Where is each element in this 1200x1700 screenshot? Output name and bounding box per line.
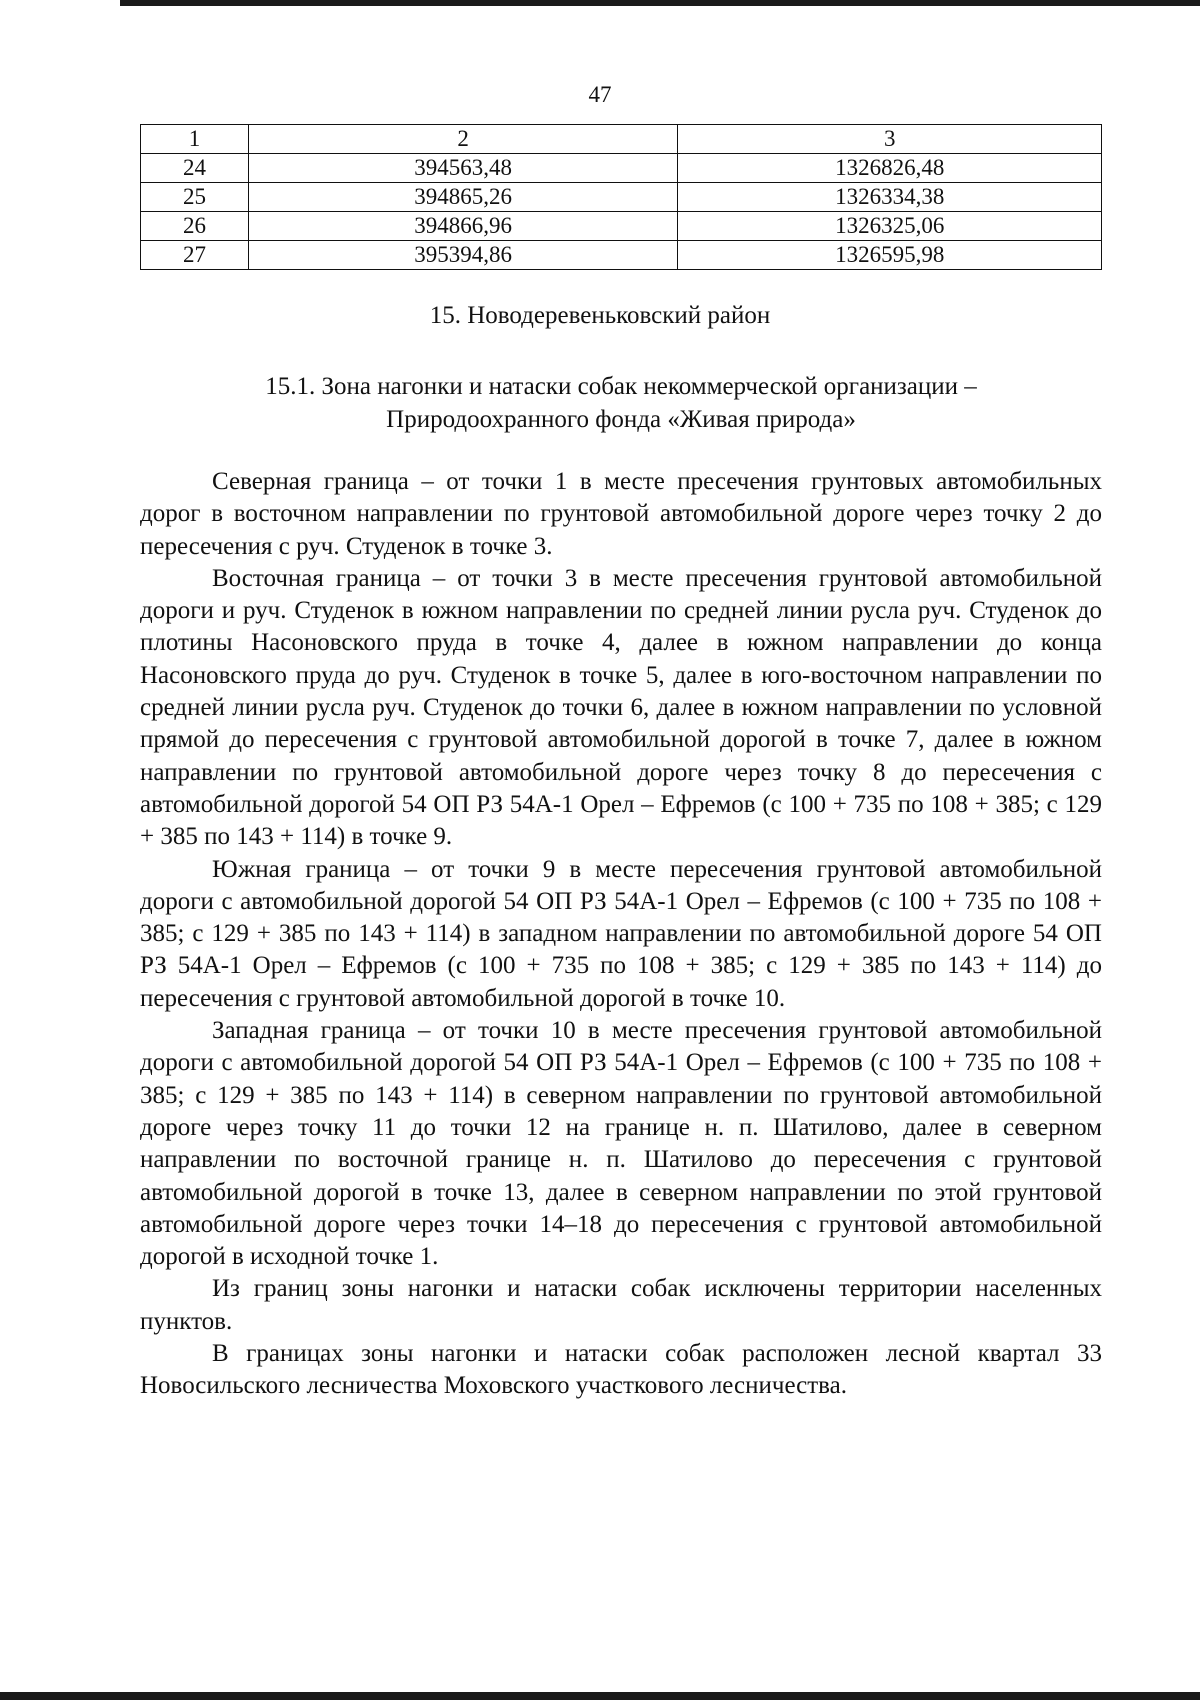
table-row [141, 183, 1102, 212]
coordinates-table [140, 124, 1102, 270]
table-cell-x: 394563,48 [248, 154, 678, 183]
page-number: 47 [588, 82, 612, 107]
paragraph-south-boundary: Южная граница – от точки 9 в месте пересечения грунтовой автомобильной дороги с автомобильной дорогой 54 ОП РЗ 54А-1 Орел – Ефремов (с 100 + 735 по 108 + 385; с 129 + 385 по 143 + 114) в западном направлении по автомобильной дороге 54 ОП РЗ 54А-1 Орел – Ефремов (с 100 + 735 по 108 + 385; с 129 + 385 по 143 + 114) до пересечения с грунтовой автомобильной дорогой в точке 10. [140, 855, 1102, 1012]
table-row [141, 154, 1102, 183]
table-cell-point: 27 [141, 241, 249, 270]
paragraph-forest-quarter: В границах зоны нагонки и натаски собак расположен лесной квартал 33 Новосильского лесничества Моховского участкового лесничества. [140, 1340, 1102, 1400]
table-header-cell: 3 [678, 125, 1102, 154]
section-title: 15. Новодеревеньковский район [429, 302, 771, 329]
subsection-title [140, 370, 1102, 436]
body-text [140, 466, 1102, 1403]
table-cell-x: 395394,86 [248, 241, 678, 270]
paragraph-east-boundary: Восточная граница – от точки 3 в месте пресечения грунтовой автомобильной дороги и руч. Студенок в южном направлении по средней линии русла руч. Студенок до плотины Насоновского пруда в точке 4, далее в южном направлении до конца Насоновского пруда до руч. Студенок в точке 5, далее в юго-восточном направлении по средней линии русла руч. Студенок до точки 6, далее в южном направлении по условной прямой до пересечения с грунтовой автомобильной дорогой в точке 7, далее в южном направлении по грунтовой автомобильной дороге через точку 8 до пересечения с автомобильной дорогой 54 ОП РЗ 54А-1 Орел – Ефремов (с 100 + 735 по 108 + 385; с 129 + 385 по 143 + 114) в точке 9. [140, 564, 1102, 851]
table-cell-point: 25 [141, 183, 249, 212]
table-cell-point: 24 [141, 154, 249, 183]
table-cell-x: 394865,26 [248, 183, 678, 212]
scan-bottom-edge [0, 1692, 1200, 1700]
table-cell-y: 1326325,06 [678, 212, 1102, 241]
scan-top-edge [120, 0, 1200, 6]
subsection-title-line: 15.1. Зона нагонки и натаски собак некоммерческой организации – [265, 373, 977, 400]
paragraph-exclusions: Из границ зоны нагонки и натаски собак исключены территории населенных пунктов. [140, 1275, 1102, 1335]
table-header-cell: 1 [141, 125, 249, 154]
paragraph-west-boundary: Западная граница – от точки 10 в месте пресечения грунтовой автомобильной дороги с автомобильной дорогой 54 ОП РЗ 54А-1 Орел – Ефремов (с 100 + 735 по 108 + 385; с 129 + 385 по 143 + 114) в северном направлении по грунтовой автомобильной дороге через точку 11 до точки 12 на границе н. п. Шатилово, далее в северном направлении по восточной границе н. п. Шатилово до пересечения с грунтовой автомобильной дорогой в точке 13, далее в северном направлении по этой грунтовой автомобильной дороге через точки 14–18 до пересечения с грунтовой автомобильной дорогой в исходной точке 1. [140, 1017, 1102, 1271]
table-row [141, 212, 1102, 241]
table-cell-y: 1326595,98 [678, 241, 1102, 270]
table-cell-x: 394866,96 [248, 212, 678, 241]
table-cell-y: 1326826,48 [678, 154, 1102, 183]
table-cell-point: 26 [141, 212, 249, 241]
subsection-title-line: Природоохранного фонда «Живая природа» [386, 406, 856, 433]
paragraph-north-boundary: Северная граница – от точки 1 в месте пресечения грунтовых автомобильных дорог в восточном направлении по грунтовой автомобильной дороге через точку 2 до пересечения с руч. Студенок в точке 3. [140, 468, 1102, 560]
table-header-cell: 2 [248, 125, 678, 154]
table-row [141, 241, 1102, 270]
table-cell-y: 1326334,38 [678, 183, 1102, 212]
table-header-row [141, 125, 1102, 154]
